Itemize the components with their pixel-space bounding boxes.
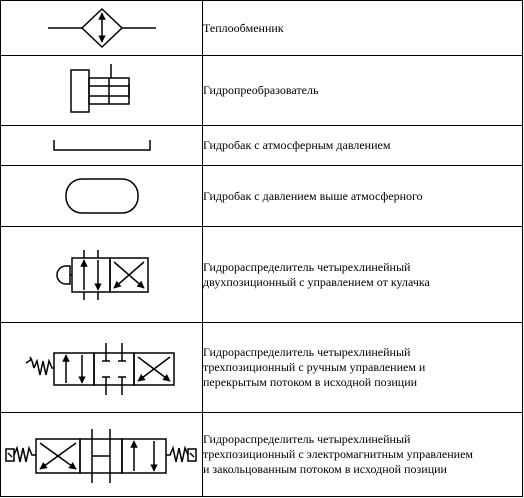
symbol-cell xyxy=(1,166,203,227)
description-line: Гидропреобразователь xyxy=(203,83,319,97)
table-row xyxy=(1,126,523,166)
table-row xyxy=(1,56,523,126)
description-cell xyxy=(203,413,523,497)
hydraulic-converter-symbol xyxy=(57,62,147,120)
description-line: Гидрораспределитель четырехлинейный xyxy=(203,432,411,446)
description-cell xyxy=(203,126,523,166)
manual-valve-symbol xyxy=(22,333,182,403)
table-row xyxy=(1,413,523,497)
description-cell xyxy=(203,166,523,227)
symbol-cell xyxy=(1,126,203,166)
description-line: Гидрораспределитель четырехлинейный xyxy=(203,345,411,359)
symbol-cell xyxy=(1,413,203,497)
description-cell xyxy=(203,56,523,126)
symbol-cell xyxy=(1,227,203,323)
symbol-cell xyxy=(1,56,203,126)
pressurized-tank-symbol xyxy=(64,177,140,215)
table-row xyxy=(1,1,523,56)
symbol-cell xyxy=(1,323,203,413)
description-cell xyxy=(203,323,523,413)
description-line: Гидробак с давлением выше атмосферного xyxy=(203,188,423,203)
cam-valve-symbol xyxy=(42,240,162,310)
solenoid-valve-symbol xyxy=(4,419,200,491)
description-cell xyxy=(203,227,523,323)
description-line: Гидрораспределитель четырехлинейный xyxy=(203,259,411,274)
open-tank-symbol xyxy=(52,136,152,156)
description-line: перекрытым потоком в исходной позиции xyxy=(203,375,418,389)
symbol-cell xyxy=(1,1,203,56)
description-line: трехпозиционный с ручным управлением и xyxy=(203,360,426,374)
table-row xyxy=(1,166,523,227)
description-line: трехпозиционный с электромагнитным управлением xyxy=(203,447,473,461)
table-row xyxy=(1,323,523,413)
heat-exchanger-symbol xyxy=(47,3,157,53)
table-row xyxy=(1,227,523,323)
description-line: и закольцованным потоком в исходной позиции xyxy=(203,462,447,476)
description-line: двухпозиционный с управлением от кулачка xyxy=(203,274,430,289)
description-line: Гидробак с атмосферным давлением xyxy=(203,138,391,152)
description-line: Теплообменник xyxy=(203,20,284,35)
description-cell xyxy=(203,1,523,56)
